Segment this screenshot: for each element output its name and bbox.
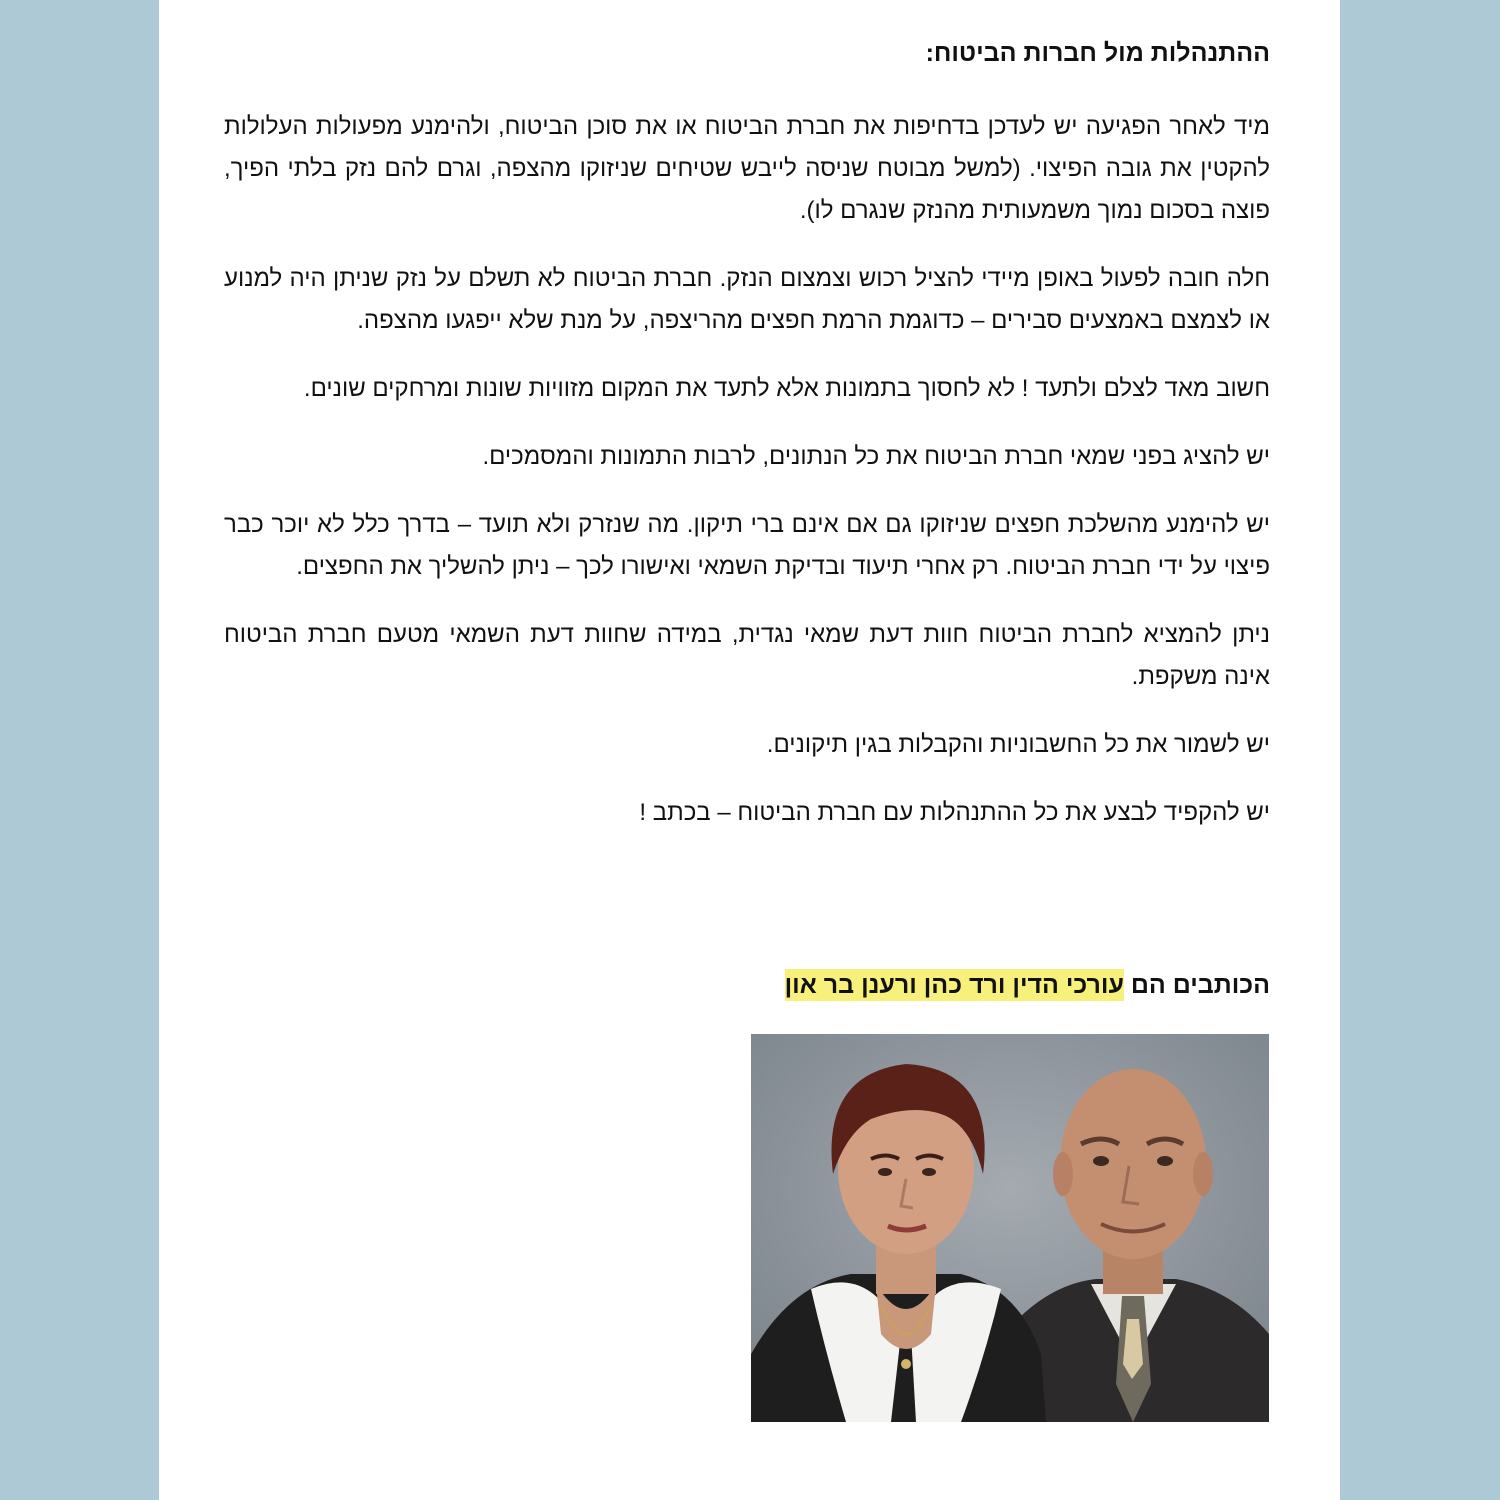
paragraph: חלה חובה לפעול באופן מיידי להציל רכוש וצמצום הנזק. חברת הביטוח לא תשלם על נזק שניתן היה למנוע או לצמצם באמצעים סבירים – כדוגמת הרמת חפצים מהריצפה, על מנת שלא ייפגעו מהצפה. (224, 265, 1270, 334)
paragraph: חשוב מאד לצלם ולתעד ! לא לחסוך בתמונות אלא לתעד את המקום מזוויות שונות ומרחקים שונים. (303, 375, 1270, 402)
article-heading: ההתנהלות מול חברות הביטוח: (925, 39, 1270, 67)
paragraph: יש להימנע מהשלכת חפצים שניזוקו גם אם אינם ברי תיקון. מה שנזרק ולא תועד – בדרך כלל לא יוכר כבר פיצוי על ידי חברת הביטוח. רק אחרי תיעוד ובדיקת השמאי ואישורו לכך – ניתן להשליך את החפצים. (224, 511, 1270, 580)
authors-photo-illustration (751, 1034, 1269, 1422)
article-body (224, 36, 1270, 860)
authors-prefix: הכותבים הם (1123, 971, 1270, 999)
authors-names-highlight: עורכי הדין ורד כהן ורענן בר און (784, 971, 1124, 999)
authors-line (224, 966, 1270, 1004)
paragraph: יש להציג בפני שמאי חברת הביטוח את כל הנתונים, לרבות התמונות והמסמכים. (482, 443, 1270, 470)
paragraph: ניתן להמציא לחברת הביטוח חוות דעת שמאי נגדית, במידה שחוות דעת השמאי מטעם חברת הביטוח אינה משקפת. (224, 621, 1270, 690)
document-page (159, 0, 1340, 1500)
paragraph: יש לשמור את כל החשבוניות והקבלות בגין תיקונים. (766, 731, 1270, 758)
paragraph: מיד לאחר הפגיעה יש לעדכן בדחיפות את חברת הביטוח או את סוכן הביטוח, ולהימנע מפעולות העלולות להקטין את גובה הפיצוי. (למשל מבוטח שניסה לייבש שטיחים שניזוקו מהצפה, וגרם להם נזק בלתי הפיך, פוצה בסכום נמוך משמעותית מהנזק שנגרם לו). (224, 113, 1270, 224)
paragraph: יש להקפיד לבצע את כל ההתנהלות עם חברת הביטוח – בכתב ! (639, 799, 1270, 826)
authors-photo (751, 1034, 1269, 1422)
